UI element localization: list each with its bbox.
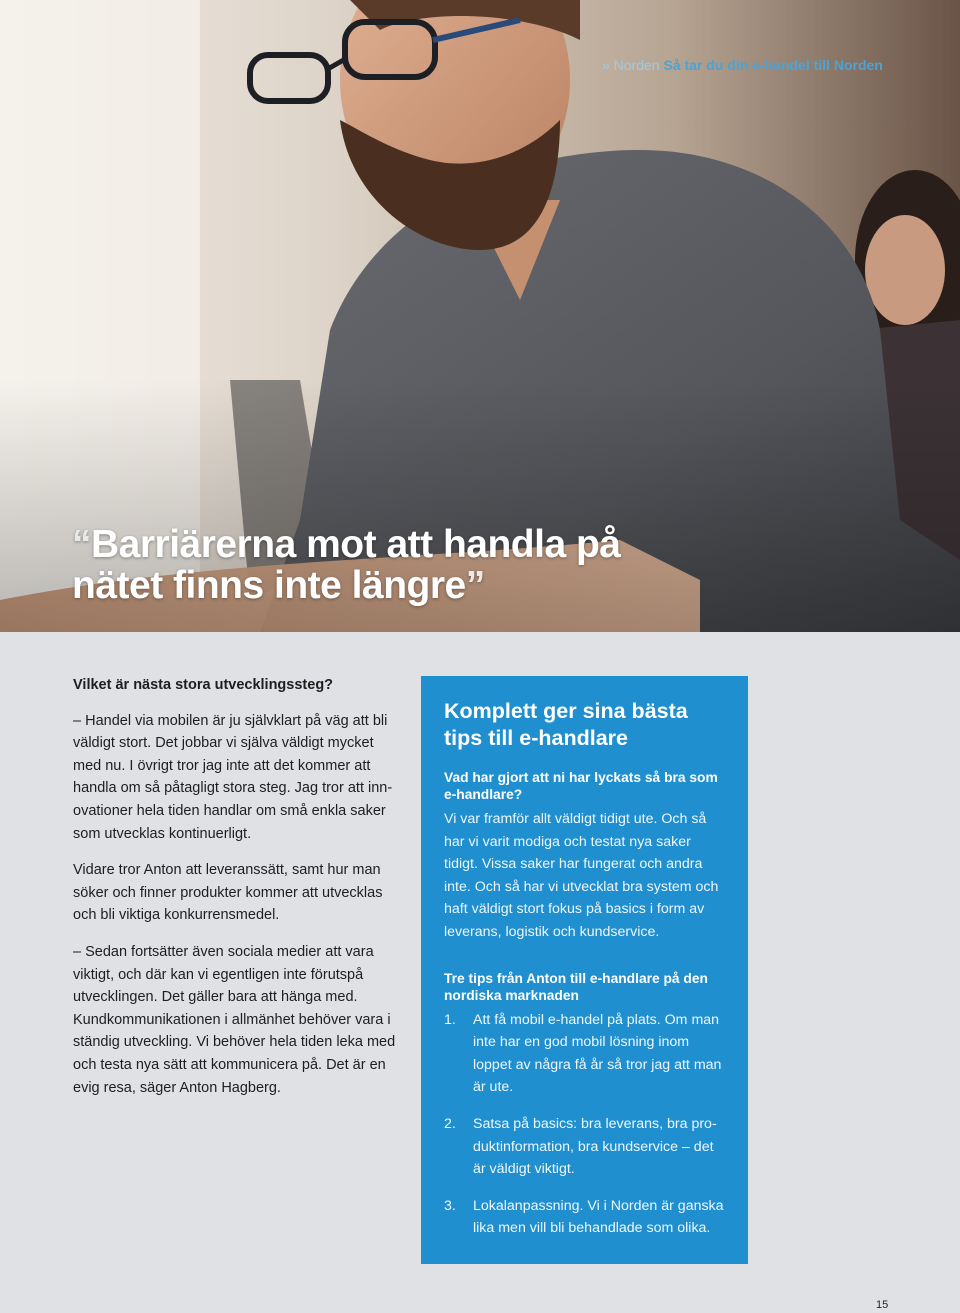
tip-number: 1. (444, 1011, 456, 1028)
quote-close-mark: ” (465, 564, 485, 607)
quote-open-mark: “ (72, 523, 91, 566)
article-column (73, 674, 398, 1113)
tips-list-heading: Tre tips från Anton till e-handlare på den nordiska marknaden (444, 970, 708, 1003)
tip-number: 3. (444, 1197, 456, 1214)
breadcrumb[interactable] (602, 57, 883, 73)
article-paragraph: – Sedan fortsätter även sociala medier att vara viktigt, och där kan vi egentligen inte förutspå utvecklingen. Det gäller bara att hänga med. Kundkommunikationen i allmänhet behöver vara i ständig utveckling. Vi behöver hela tiden leka med och testa nya sätt att kommunicera på. Det är en evig resa, säger Anton Hagberg. (73, 943, 396, 1096)
tips-box-heading: Komplett ger sina bästa tips till e-handlare (444, 699, 688, 750)
article-paragraph: – Handel via mobilen är ju självklart på väg att bli väldigt stort. Det jobbar vi själva väldigt mycket med nu. I övrigt tror jag inte att det kommer att handla om så påtagligt stora steg. Jag tror att inn-ovationer hela tiden handlar om små enkla saker som utvecklas kontinuerligt. (73, 712, 393, 842)
hero-photo (0, 0, 960, 632)
tip-item (444, 1195, 726, 1240)
tips-list (444, 1009, 726, 1240)
tip-item (444, 1113, 726, 1181)
tips-box-question: Vad har gjort att ni har lyckats så bra som e-handlare? (444, 770, 718, 802)
pull-quote-text: Barriärerna mot att handla på nätet finns inte längre (72, 523, 621, 607)
tips-box (421, 676, 748, 1264)
article-paragraph: Vidare tror Anton att leveranssätt, samt hur man söker och finner produkter kommer att utvecklas och bli viktiga konkurrensmedel. (73, 862, 383, 924)
tip-text: Satsa på basics: bra leverans, bra pro-duktinformation, bra kundservice – det är väldigt viktigt. (473, 1115, 717, 1178)
pull-quote (72, 524, 712, 606)
tip-text: Lokalanpassning. Vi i Norden är ganska lika men vill bli behandlade som olika. (473, 1197, 724, 1237)
page-number: 15 (876, 1299, 889, 1311)
interview-question: Vilket är nästa stora utvecklingssteg? (73, 677, 334, 693)
breadcrumb-section[interactable]: » Norden (602, 57, 660, 73)
tip-item (444, 1009, 726, 1099)
tips-box-answer: Vi var framför allt väldigt tidigt ute. Och så har vi varit modiga och testat nya saker tidigt. Vissa saker har fungerat och andra inte. Och så har vi utvecklat bra system och haft väldigt stort fokus på basics i form av leverans, logistik och kundservice. (444, 811, 719, 940)
tip-number: 2. (444, 1115, 456, 1132)
breadcrumb-title[interactable]: Så tar du din e-handel till Norden (663, 57, 883, 73)
tip-text: Att få mobil e-handel på plats. Om man inte har en god mobil lösning inom loppet av några få år så tror jag att man är ute. (473, 1011, 722, 1096)
